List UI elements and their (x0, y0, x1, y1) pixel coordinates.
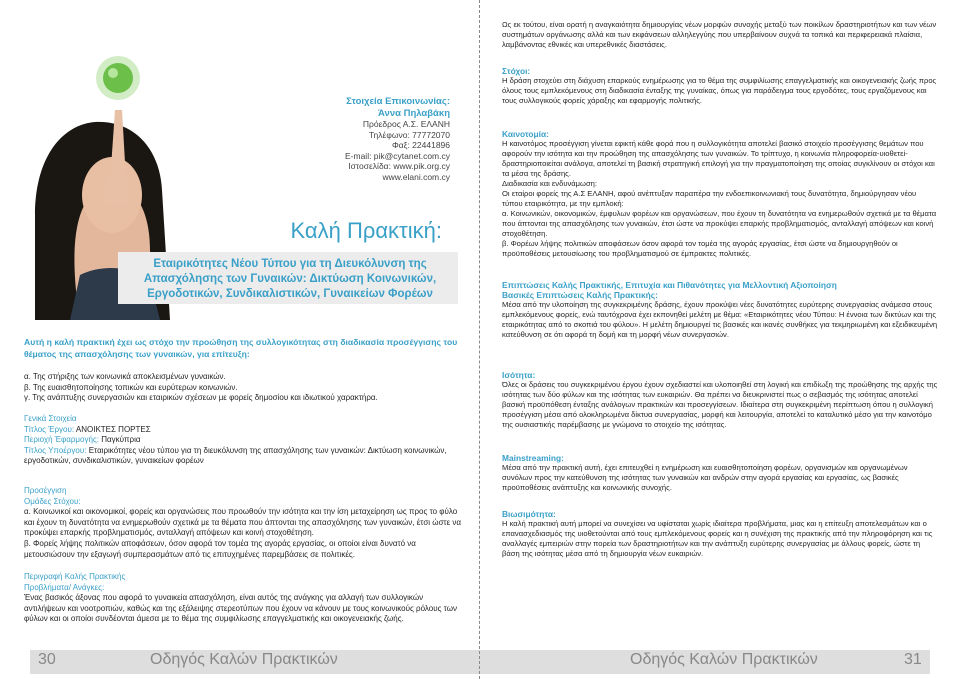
innovation-text-3: α. Κοινωνικών, οικονομικών, έμφυλων φορέων και οργανώσεων, που έχουν τη δυνατότητα να ενημερωθούν σχετικά με τα θέματα που άπτονται της απασχόλησης των γυναικών, έτσι ώστε να προκύψει επαρκής προβληματισμός, ανταλλαγή απόψεων και κοινή στοχοθέτηση. (502, 209, 937, 238)
project-label: Τίτλος Έργου: (24, 424, 75, 434)
contact-email: E-mail: pik@cytanet.com.cy (345, 150, 450, 161)
results-subheading: Βασικές Επιπτώσεις Καλής Πρακτικής: (502, 290, 658, 300)
list-item: α. Της στήριξης των κοινωνικά αποκλεισμένων γυναικών. (24, 372, 226, 381)
general-section (24, 414, 464, 467)
description-section (24, 572, 464, 625)
contact-info (230, 96, 450, 182)
footer-title-right: Οδηγός Καλών Πρακτικών (630, 651, 818, 668)
approach-section (24, 486, 464, 560)
project-value: ΑΝΟΙΚΤΕΣ ΠΟΡΤΕΣ (75, 424, 151, 434)
goals-section (502, 66, 938, 106)
sustainability-text: Η καλή πρακτική αυτή μπορεί να συνεχίσει να υφίσταται χωρίς ιδιαίτερα προβλήματα, μιας και η επίτευξη αποτελεσμάτων και ο επανασχεδιασμός της υιοθετούνται από τους εμπλεκόμενους φορείς και η συνέχιση της πρακτικής από την πληροφόρηση και τις αναλλαγές εμπειριών στην πορεία των δραστηριοτήτων και την ανάπτυξη ευρύτερης συνεργασίας με άλλους φορείς, ώστε τη βάση της ισότητας μέσα από τη δημιουργία νέων ευκαιριών. (502, 519, 933, 558)
target-group-b: β. Φορείς λήψης πολιτικών αποφάσεων, όσον αφορά τον τομέα της αγοράς εργασίας, οι οποίοι είναι δυνατό να μετουσιώσουν την εξαγωγή συμπερασμάτων από τις επιτυχημένες παρεμβάσεις σε πολιτικές. (24, 538, 416, 559)
contact-fax: Φαξ: 22441896 (391, 140, 450, 150)
innovation-text-4: β. Φορέων λήψης πολιτικών αποφάσεων όσον αφορά τον τομέα της αγοράς εργασίας, έτσι ώστε να δημιουργηθούν οι προϋποθέσεις μετουσίωσης του προβληματισμού σε έμπρακτες πολιτικές. (502, 239, 898, 258)
contact-phone: Τηλέφωνο: 77772070 (368, 129, 450, 140)
list-item: β. Της ευαισθητοποίησης τοπικών και ευρύτερων κοινωνιών. (24, 382, 238, 392)
description-text: Ένας βασικός άξονας που αφορά το γυναικεία απασχόληση, είναι αυτός της ανάγκης για αλλαγή των συλλογικών αντιλήψεων και νοοτροπιών, καθώς και της εξάλειψης στερεοτύπων που έχουν να κάνουν με τους κοινωνικούς ρόλους των φύλων και οι οποίοι συνδέονται άμεσα με το θέμα της συμφιλίωσης επαγγελματικής και οικογενειακής ζωής. (24, 593, 457, 624)
goals-heading: Στόχοι: (502, 66, 531, 76)
page-number-right: 31 (904, 651, 922, 668)
approach-heading: Προσέγγιση (24, 486, 67, 495)
area-label: Περιοχή Έφαρμογής: (24, 435, 99, 445)
general-heading: Γενικά Στοιχεία (24, 414, 77, 423)
goals-text: Η δράση στοχεύει στη διάχυση επαρκούς ενημέρωσης για το θέμα της συμφιλίωσης επαγγελματικής και οικογενειακής ζωής προς όλους τους εμπλεκόμενους στη διαδικασία ένταξης της γυναίκας, όπως για παράδειγμα τους εργοδότες, τους εργαζόμενους και τους συλλογικούς φορείς χάραξης και εφαρμογής πολιτικής. (502, 76, 937, 105)
sustainability-heading: Βιωσιμότητα: (502, 509, 556, 519)
results-heading: Επιπτώσεις Καλής Πρακτικής, Επιτυχία και Πιθανότητες για Μελλοντική Αξιοποίηση (502, 280, 837, 290)
equality-text: Όλες οι δράσεις του συγκεκριμένου έργου έχουν σχεδιαστεί και υλοποιηθεί στη λογική και επιδίωξη της προώθησης της αρχής της ισότητας των δύο φύλων και της ισότητας των ευκαιριών. Θα πρέπει να διευκρινιστεί πως ο σεβασμός της ισότητας αποτελεί βασική προϋπόθεση ένταξης ανάλογων πρακτικών και προσεγγίσεων. Ιδιαίτερα στη συγκεκριμένη περίπτωση όπου η συλλογική προσέγγιση μέσα από ολοκληρωμένα δίκτυα συνεργασίας, μορφή και λειτουργία, αποτελεί το καταλυτικό μέσο για την καινοτόμο της ουσιαστικής παρέμβασης με γνώμονα το στοιχείο της ισότητας. (502, 380, 938, 429)
subproject-value: Εταιρικότητες νέου τύπου για τη διευκόλυνση της απασχόλησης των γυναικών: Δικτύωση κοινωνικών, εργοδοτικών, συνδικαλιστικών, γυναικείων φορέων (24, 445, 447, 466)
mainstreaming-text: Μέσα από την πρακτική αυτή, έχει επιτευχθεί η ενημέρωση και ευαισθητοποίηση φορέων, οργανισμών και οργανωμένων συνόλων προς την κατεύθυνση της ισότητας των γυναικών και ανδρών στην αγορά εργασίας και εργασίας, ως βασικές προϋποθέσεις ανάπτυξης και κοινωνικής συνοχής. (502, 463, 908, 492)
mainstreaming-heading: Mainstreaming: (502, 453, 564, 463)
results-section (502, 280, 938, 340)
intro-paragraph: Ως εκ τούτου, είναι ορατή η αναγκαιότητα δημιουργίας νέων μορφών συνοχής μεταξύ των ποικίλων δραστηριοτήτων και των νέων συστημάτων οργάνωσης αλλά και των εκφάνσεων αλληλεγγύης που υπερβαίνουν συχνά τα τοπικά και περιφερειακά πλαίσια, λαμβάνοντας εθνικές και υπερεθνικές διαστάσεις. (502, 20, 937, 49)
innovation-text: Η καινοτόμος προσέγγιση γίνεται εφικτή κάθε φορά που η συλλογικότητα αποτελεί βασικό στοιχείο προσέγγισης θεμάτων που αφορούν την ισότητα και την προώθηση της απασχόλησης των γυναικών. Το τρίπτυχο, η κοινωνία πληροφορεία-υιοθετεί-δραστηριοποιείται ανάλογα, αποτελεί τη βασική στρατηγική επιλογή για την πραγματοποίηση της οποίας συγκλίνουν οι στόχοι και τα μέσα της δράσης. (502, 139, 935, 178)
description-heading: Περιγραφή Καλής Πρακτικής (24, 572, 126, 581)
contact-website-2: www.elani.com.cy (382, 171, 450, 182)
results-text: Μέσα από την υλοποίηση της συγκεκριμένης δράσης, έχουν προκύψει νέες δυνατότητες ευρύτερης συνεργασίας ανάμεσα στους εμπλεκόμενους φορείς, ενώ ταυτόχρονα έχει εκπονηθεί μελέτη με θέμα: «Εταιρικότητες νέου Τύπου: Η έννοια των δικτύων και της εταιρικότητας από το σκοπιά του φύλου». Η μελέτη δημιουργεί τις βασικές και ικανές συνθήκες για τεκμηριωμένη και εξειδικευμένη κατεύθυνση σε ότι αφορά τη δομή και τη μορφή νέων συνεργασιών. (502, 300, 938, 339)
target-groups-heading: Ομάδες Στόχου: (24, 496, 81, 506)
intro-text: Αυτή η καλή πρακτική έχει ως στόχο την προώθηση της συλλογικότητας στη διαδικασία προσέγγισης του θέματος της απασχόλησης των γυναικών, για επίτευξη: (24, 337, 458, 359)
target-group-a: α. Κοινωνικοί και οικονομικοί, φορείς και οργανώσεις που προωθούν την ισότητα και την ίση μεταχείρηση ως προς το φύλο και έχουν τη δυνατότητα να ενημερωθούν σχετικά με τα θέματα που άπτονται της απασχόλησης των γυναικών, έτσι ώστε να προκύψει επαρκής προβληματισμός, ανταλλαγή απόψεων και κοινή στοχοθέτηση. (24, 507, 462, 538)
footer-right (480, 650, 930, 674)
subtitle: Εταιρικότητες Νέου Τύπου για τη Διευκόλυνση της Απασχόλησης των Γυναικών: Δικτύωση Κοινωνικών, Εργοδοτικών, Συνδικαλιστικών, Γυναικείων Φορέων (143, 258, 437, 300)
contact-role: Πρόεδρος Α.Σ. ΕΛΑΝΗ (362, 119, 450, 129)
mainstreaming-section (502, 453, 938, 493)
list-item: γ. Της ανάπτυξης συνεργασιών και εταιρικών σχέσεων με φορείς δημοσίου και ιδιωτικού χαρακτήρα. (24, 393, 378, 403)
equality-section (502, 370, 938, 430)
contact-title: Στοιχεία Επικοινωνίας: (346, 96, 450, 107)
page-title: Καλή Πρακτική: (290, 218, 442, 243)
innovation-heading: Καινοτομία: (502, 129, 549, 139)
area-value: Παγκύπρια (101, 435, 141, 445)
innovation-section (502, 129, 938, 259)
goals-list (24, 372, 464, 404)
innovation-subheading: Διαδικασία και ενδυνάμωση: (502, 179, 597, 188)
needs-heading: Προβλήματα/ Ανάγκες: (24, 582, 105, 592)
sustainability-section (502, 509, 938, 559)
contact-name: Άννα Πηλαβάκη (378, 107, 450, 119)
footer-left (30, 650, 480, 674)
contact-website: Ιστοσελίδα: www.pik.org.cy (348, 161, 450, 171)
page-number-left: 30 (38, 651, 56, 668)
subproject-label: Τίτλος Υποέργου: (24, 445, 87, 455)
innovation-text-2: Οι εταίροι φορείς της Α.Σ ΕΛΑΝΗ, αφού ανέπτυξαν παραπέρα την ενδοεπικοινωνιακή τους δυνατότητα, δημιούργησαν νέου τύπου εταιρικότητα, με την εμπλοκή: (502, 189, 917, 208)
equality-heading: Ισότητα: (502, 370, 536, 380)
right-page (480, 0, 960, 679)
footer-title-left: Οδηγός Καλών Πρακτικών (150, 651, 338, 668)
